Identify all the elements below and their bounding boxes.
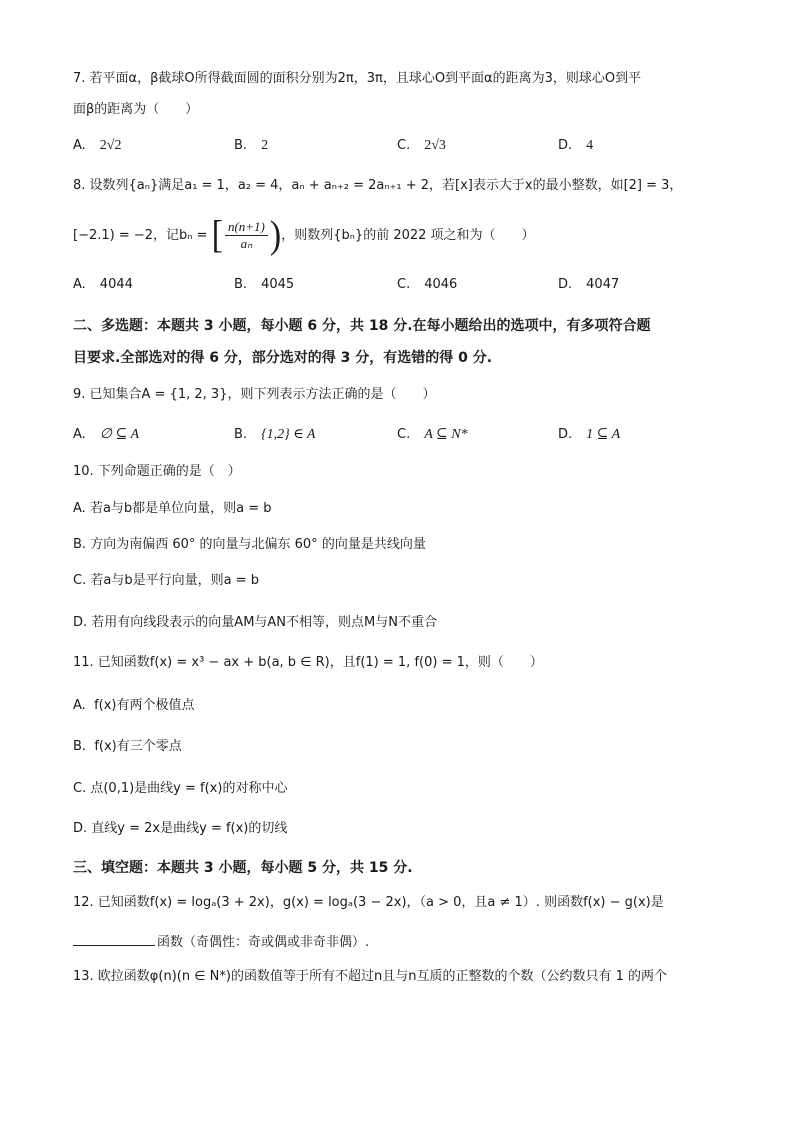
q11-option-c: C. 点(0,1)是曲线y = f(x)的对称中心 [73, 781, 288, 796]
q7-stem-line1: 7. 若平面α，β截球O所得截面圆的面积分别为2π，3π，且球心O到平面α的距离为3，则球心O到平 [73, 71, 642, 86]
section-2-heading-line1: 二、多选题：本题共 3 小题，每小题 6 分，共 18 分.在每小题给出的选项中，有多项符合题 [73, 318, 651, 334]
q12-stem-line2: 函数（奇偶性：奇或偶或非奇非偶）. [73, 931, 369, 952]
q9-option-b: B. {1,2} ∈ A [234, 427, 316, 442]
q12-stem-line1: 12. 已知函数f(x) = logₐ(3 + 2x)，g(x) = logₐ(3 − 2x)，（a > 0，且a ≠ 1）. 则函数f(x) − g(x)是 [73, 895, 664, 910]
q10-option-a: A. 若a与b都是单位向量，则a = b [73, 501, 272, 516]
q8-line2-post: ，则数列{bₙ}的前 2022 项之和为（ ） [281, 228, 535, 243]
q8-option-d: D. 4047 [558, 277, 620, 292]
q11-option-b: B. f(x)有三个零点 [73, 739, 182, 754]
q10-option-c: C. 若a与b是平行向量，则a = b [73, 573, 259, 588]
q13-stem-line1: 13. 欧拉函数φ(n)(n ∈ N*)的函数值等于所有不超过n且与n互质的正整数的个数（公约数只有 1 的两个 [73, 969, 667, 984]
section-3-heading: 三、填空题：本题共 3 小题，每小题 5 分，共 15 分. [73, 860, 413, 876]
section-2-heading-line2: 目要求.全部选对的得 6 分，部分选对的得 3 分，有选错的得 0 分. [73, 350, 493, 366]
q8-option-a: A. 4044 [73, 277, 133, 292]
q11-stem: 11. 已知函数f(x) = x³ − ax + b(a, b ∈ R)，且f(1) = 1, f(0) = 1，则（ ） [73, 655, 543, 670]
q7-option-b: B. 2 [234, 138, 269, 153]
q7-option-c: C. 2√3 [397, 138, 446, 153]
q11-option-d: D. 直线y = 2x是曲线y = f(x)的切线 [73, 821, 288, 836]
q8-line2-pre: [−2.1) = −2，记bₙ = [73, 228, 212, 243]
q7-option-a: A. 2√2 [73, 138, 122, 153]
q10-stem: 10. 下列命题正确的是（ ） [73, 464, 241, 479]
q8-option-b: B. 4045 [234, 277, 295, 292]
q12-answer-blank[interactable] [73, 931, 155, 946]
q9-stem: 9. 已知集合A = {1, 2, 3}，则下列表示方法正确的是（ ） [73, 387, 436, 402]
q8-option-c: C. 4046 [397, 277, 458, 292]
q10-option-b: B. 方向为南偏西 60° 的向量与北偏东 60° 的向量是共线向量 [73, 537, 426, 552]
q7-option-d: D. 4 [558, 138, 594, 153]
q8-stem-line2: [−2.1) = −2，记bₙ = [ $\frac{n(n+1)}{\text{aₙ}}$ )，则数列{bₙ}的前 2022 项之和为（ ） [73, 213, 535, 257]
q10-option-d: D. 若用有向线段表示的向量AM与AN不相等，则点M与N不重合 [73, 615, 437, 630]
q8-frac-num: n(n+1) [225, 219, 268, 236]
q8-stem-line1: 8. 设数列{aₙ}满足a₁ = 1，a₂ = 4，aₙ + aₙ₊₂ = 2aₙ₊₁ + 2，若[x]表示大于x的最小整数，如[2] = 3， [73, 178, 683, 193]
q9-option-a: A. ∅ ⊆ A [73, 427, 140, 442]
q8-frac-den: aₙ [240, 236, 253, 251]
q11-option-a: A. f(x)有两个极值点 [73, 698, 195, 713]
q8-fraction [225, 219, 268, 252]
q9-option-d: D. 1 ⊆ A [558, 427, 621, 442]
q9-option-c: C. A ⊆ N* [397, 427, 468, 442]
q7-stem-line2: 面β的距离为（ ） [73, 102, 199, 117]
